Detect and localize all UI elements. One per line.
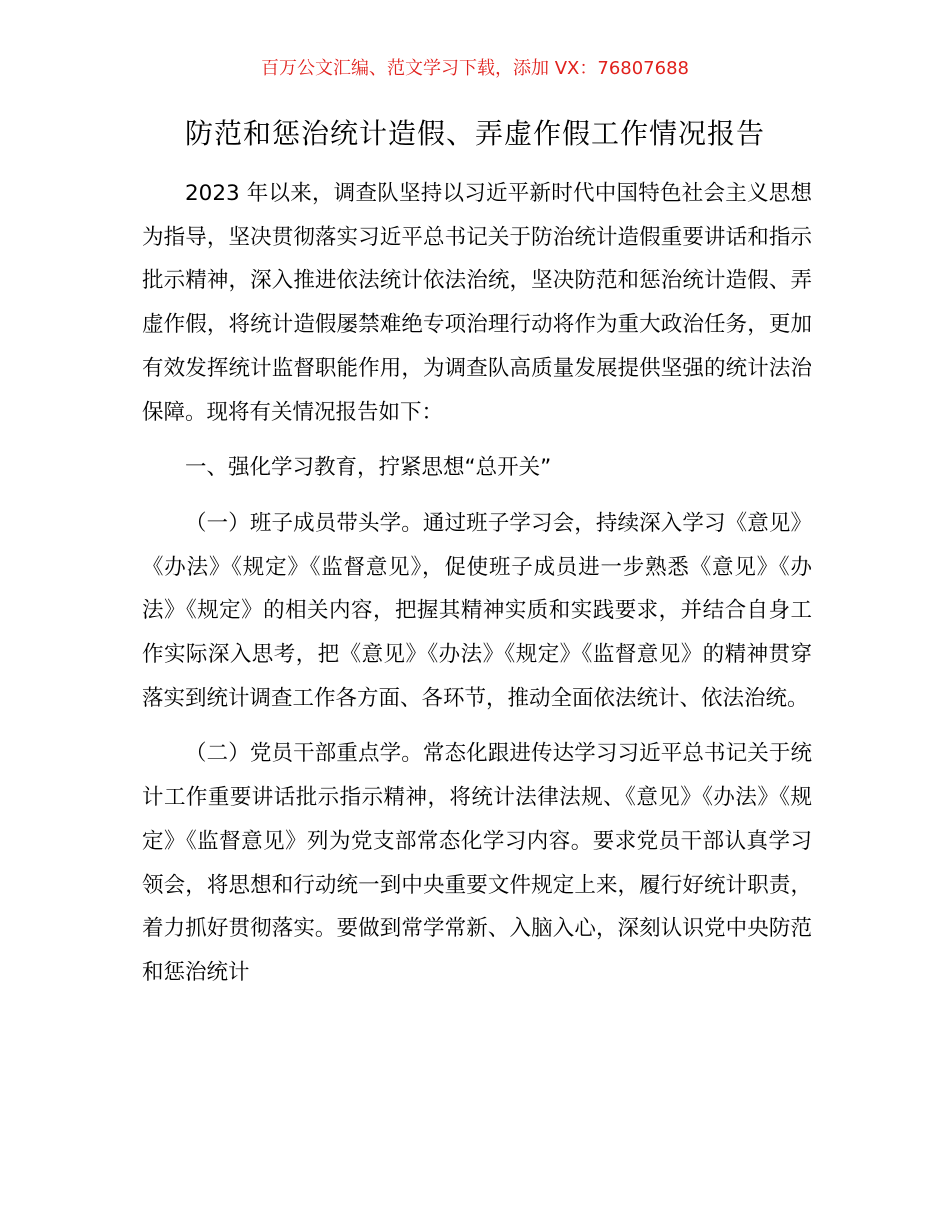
header-banner: 百万公文汇编、范文学习下载，添加 VX：76807688: [261, 58, 689, 79]
paragraph-subsection-2: （二）党员干部重点学。常态化跟进传达学习习近平总书记关于统计工作重要讲话批示指示精神，将统计法律法规、《意见》《办法》《规定》《监督意见》列为党支部常态化学习内容。要求党员干部认真学习领会，将思想和行动统一到中央重要文件规定上来，履行好统计职责，着力抓好贯彻落实。要做到常学常新、入脑入心，深刻认识党中央防范和惩治统计: [142, 741, 812, 985]
section-heading-1: 一、强化学习教育，拧紧思想“总开关”: [185, 455, 552, 481]
page-title: 防范和惩治统计造假、弄虚作假工作情况报告: [184, 117, 765, 150]
paragraph-subsection-1: （一）班子成员带头学。通过班子学习会，持续深入学习《意见》《办法》《规定》《监督意见》，促使班子成员进一步熟悉《意见》《办法》《规定》的相关内容，把握其精神实质和实践要求，并结合自身工作实际深入思考，把《意见》《办法》《规定》《监督意见》的精神贯穿落实到统计调查工作各方面、各环节，推动全面依法统计、依法治统。: [142, 510, 812, 711]
paragraph-intro: 2023 年以来，调查队坚持以习近平新时代中国特色社会主义思想为指导，坚决贯彻落实习近平总书记关于防治统计造假重要讲话和指示批示精神，深入推进依法统计依法治统，坚决防范和惩治统计造假、弄虚作假，将统计造假屡禁难绝专项治理行动将作为重大政治任务，更加有效发挥统计监督职能作用，为调查队高质量发展提供坚强的统计法治保障。现将有关情况报告如下：: [142, 181, 812, 425]
document-body: [142, 172, 812, 995]
